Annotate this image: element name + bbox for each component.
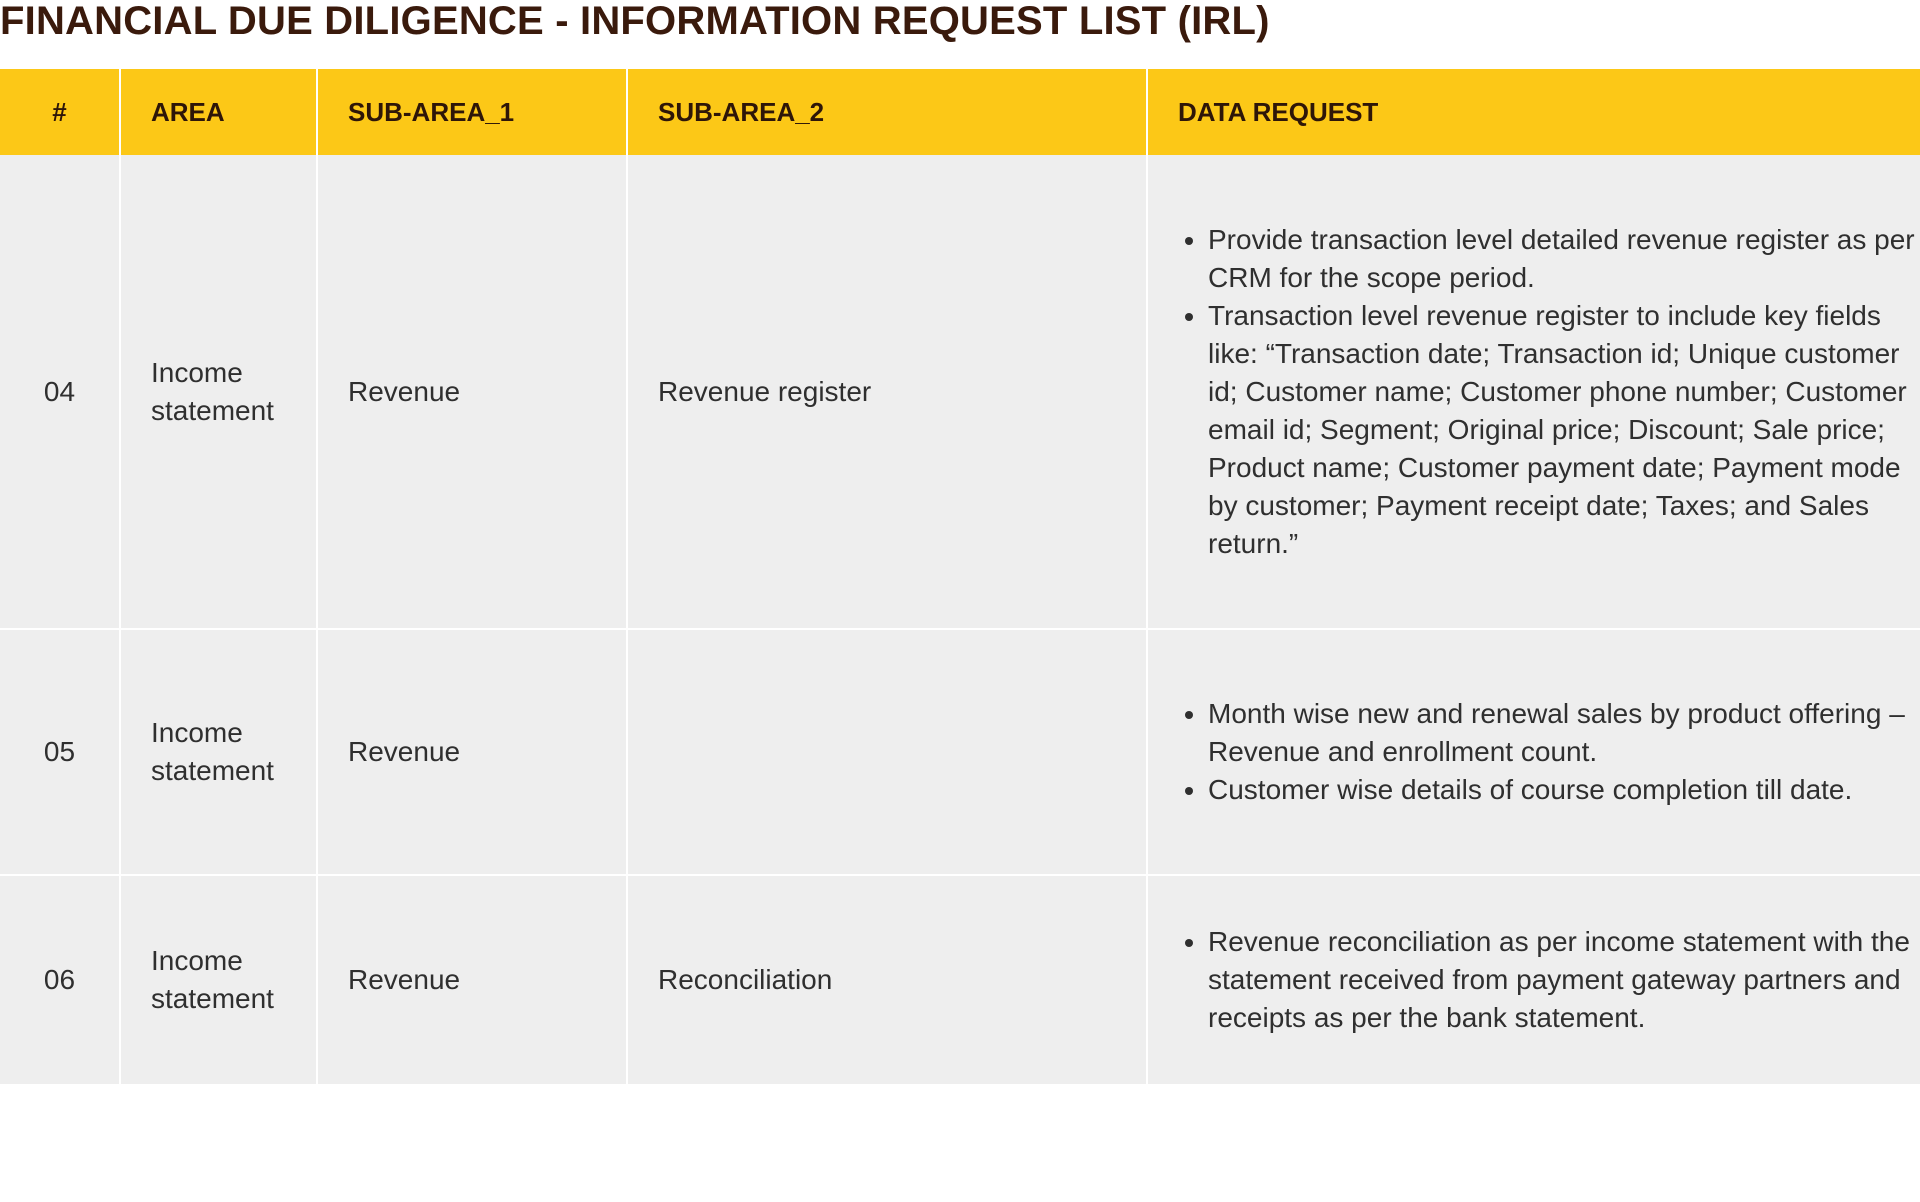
row-sub-area-1: Revenue [317, 629, 627, 875]
header-sub-area-1: SUB-AREA_1 [317, 69, 627, 155]
header-area: AREA [120, 69, 317, 155]
row-sub-area-2 [627, 629, 1147, 875]
row-area: Income statement [120, 875, 317, 1085]
request-item: • Customer wise details of course completion till date. [1208, 771, 1920, 809]
table-row [0, 875, 1920, 1085]
row-number: 05 [0, 629, 120, 875]
row-area: Income statement [120, 155, 317, 629]
row-data-request [1147, 155, 1920, 629]
request-item: • Provide transaction level detailed revenue register as per CRM for the scope period. [1208, 221, 1920, 297]
header-sub-area-2: SUB-AREA_2 [627, 69, 1147, 155]
table-header-row [0, 69, 1920, 155]
table-row [0, 155, 1920, 629]
request-item: • Month wise new and renewal sales by product offering – Revenue and enrollment count. [1208, 695, 1920, 771]
row-sub-area-2: Revenue register [627, 155, 1147, 629]
request-item: • Revenue reconciliation as per income statement with the statement received from payment gateway partners and receipts as per the bank statement. [1208, 923, 1920, 1037]
request-list [1178, 221, 1920, 563]
request-item: • Transaction level revenue register to include key fields like: “Transaction date; Transaction id; Unique customer id; Customer name; Customer phone number; Customer email id; Segment; Original price; Discount; Sale price; Product name; Customer payment date; Payment mode by customer; Payment receipt date; Taxes; and Sales return.” [1208, 297, 1920, 563]
row-area: Income statement [120, 629, 317, 875]
header-data-request: DATA REQUEST [1147, 69, 1920, 155]
row-number: 04 [0, 155, 120, 629]
header-number: # [0, 69, 120, 155]
irl-table [0, 69, 1920, 1086]
row-sub-area-1: Revenue [317, 155, 627, 629]
row-data-request [1147, 875, 1920, 1085]
row-number: 06 [0, 875, 120, 1085]
table-row [0, 629, 1920, 875]
row-sub-area-1: Revenue [317, 875, 627, 1085]
page-title: FINANCIAL DUE DILIGENCE - INFORMATION REQUEST LIST (IRL) [0, 0, 1270, 43]
request-list [1178, 923, 1920, 1037]
row-data-request [1147, 629, 1920, 875]
row-sub-area-2: Reconciliation [627, 875, 1147, 1085]
request-list [1178, 695, 1920, 809]
